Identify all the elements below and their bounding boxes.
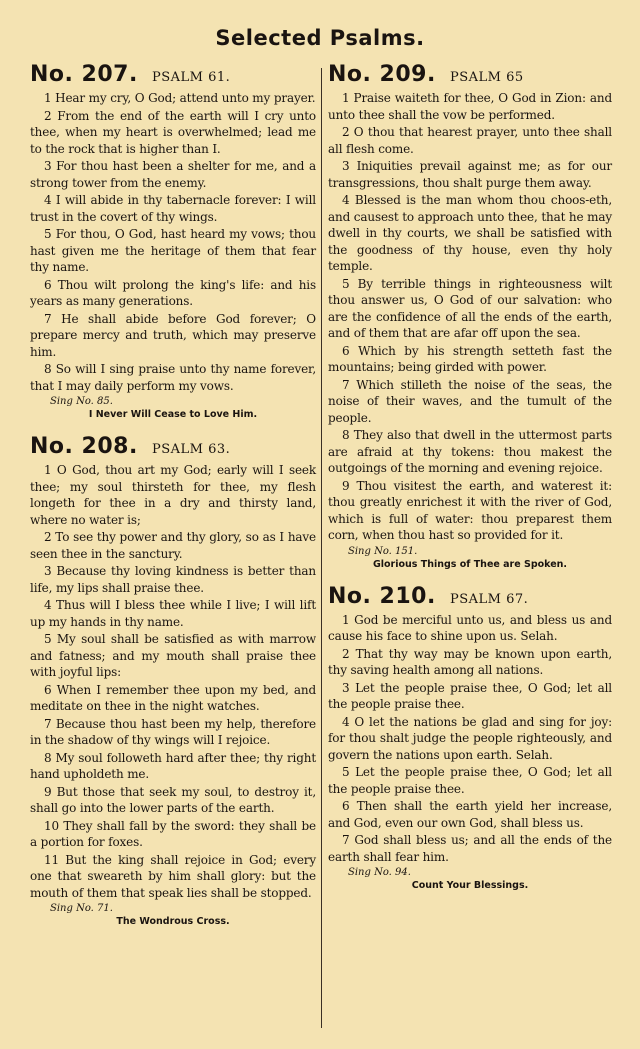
verse: 6 Then shall the earth yield her increase, and God, even our own God, shall bless us. xyxy=(328,799,612,830)
verse: 7 Which stilleth the noise of the seas, the noise of their waves, and the tumult of the people. xyxy=(328,377,612,425)
psalm-reference: PSALM 63. xyxy=(152,442,231,457)
verse: 4 Blessed is the man whom thou choos-eth, and causest to approach unto thee, that he may dwell in thy courts, we shall be satisfied with the goodness of thy house, even thy holy temple. xyxy=(328,193,612,273)
verse: 6 When I remember thee upon my bed, and meditate on thee in the night watches. xyxy=(30,682,316,713)
verse: 8 My soul followeth hard after thee; thy right hand upholdeth me. xyxy=(30,750,316,781)
psalm-heading xyxy=(328,62,612,87)
sing-reference: Sing No. 71. xyxy=(50,903,113,914)
verse: 6 Which by his strength setteth fast the mountains; being girded with power. xyxy=(328,343,612,374)
verse: 6 Thou wilt prolong the king's life: and his years as many generations. xyxy=(30,277,316,308)
left-column xyxy=(30,62,316,935)
verse: 10 They shall fall by the sword: they shall be a portion for foxes. xyxy=(30,818,316,849)
verse: 4 O let the nations be glad and sing for joy: for thou shalt judge the people righteously, and govern the nations upon earth. Selah. xyxy=(328,714,612,762)
verse: 8 They also that dwell in the uttermost parts are afraid at thy tokens: thou makest the outgoings of the morning and evening rejoice. xyxy=(328,428,612,475)
psalm-number: No. 209. xyxy=(328,62,436,87)
hymn-tune-title: Glorious Things of Thee are Spoken. xyxy=(372,558,568,570)
psalm-block-209 xyxy=(328,62,612,570)
verse: 2 That thy way may be known upon earth, thy saving health among all nations. xyxy=(328,646,612,677)
column-divider xyxy=(321,68,322,1028)
sing-reference: Sing No. 151. xyxy=(348,545,418,557)
right-column xyxy=(328,62,612,899)
verse: 4 Thus will I bless thee while I live; I will lift up my hands in thy name. xyxy=(30,598,316,629)
psalm-block-210 xyxy=(328,584,612,892)
verse: 8 So will I sing praise unto thy name forever, that I may daily perform my vows. xyxy=(30,362,316,393)
sing-reference: Sing No. 85. xyxy=(50,396,113,407)
hymn-tune-title: The Wondrous Cross. xyxy=(116,916,230,927)
psalm-heading xyxy=(328,584,612,609)
psalm-heading xyxy=(30,62,316,87)
psalm-block-207 xyxy=(30,62,316,420)
verse: 1 O God, thou art my God; early will I seek thee; my soul thirsteth for thee, my flesh longeth for thee in a dry and thirsty land, where no water is; xyxy=(30,463,316,527)
psalm-reference: PSALM 65 xyxy=(450,70,524,85)
verse: 5 Let the people praise thee, O God; let all the people praise thee. xyxy=(328,765,612,796)
psalm-number: No. 210. xyxy=(328,583,436,609)
verse: 7 God shall bless us; and all the ends of the earth shall fear him. xyxy=(328,833,612,864)
hymn-tune-title: Count Your Blessings. xyxy=(411,880,529,891)
verse: 1 Hear my cry, O God; attend unto my prayer. xyxy=(44,91,316,105)
verse: 3 For thou hast been a shelter for me, and a strong tower from the enemy. xyxy=(30,159,316,190)
verse: 4 I will abide in thy tabernacle forever: I will trust in the covert of thy wings. xyxy=(30,193,316,224)
verse: 7 Because thou hast been my help, therefore in the shadow of thy wings will I rejoice. xyxy=(30,716,316,747)
psalm-number: No. 207. xyxy=(30,62,138,87)
verse: 2 To see thy power and thy glory, so as I have seen thee in the sanctury. xyxy=(30,530,316,561)
verse: 1 Praise waiteth for thee, O God in Zion: and unto thee shall the vow be performed. xyxy=(328,91,612,122)
verse: 1 God be merciful unto us, and bless us and cause his face to shine upon us. Selah. xyxy=(328,612,612,643)
page-title: Selected Psalms. xyxy=(215,26,425,50)
verse: 5 My soul shall be satisfied as with marrow and fatness; and my mouth shall praise thee with joyful lips: xyxy=(30,632,316,679)
verse: 2 From the end of the earth will I cry unto thee, when my heart is overwhelmed; lead me to the rock that is higher than I. xyxy=(30,108,316,156)
psalm-reference: PSALM 61. xyxy=(152,70,231,85)
psalm-number: No. 208. xyxy=(30,434,138,459)
verse: 9 But those that seek my soul, to destroy it, shall go into the lower parts of the earth. xyxy=(30,784,316,815)
verse: 3 Because thy loving kindness is better than life, my lips shall praise thee. xyxy=(30,564,316,595)
verse: 3 Iniquities prevail against me; as for our transgressions, thou shalt purge them away. xyxy=(328,159,612,190)
verse: 9 Thou visitest the earth, and waterest it: thou greatly enrichest it with the river of God, which is full of water: thou preparest them corn, when thou hast so provided for it. xyxy=(328,478,612,542)
verse: 7 He shall abide before God forever; O prepare mercy and truth, which may preserve him. xyxy=(30,311,316,359)
hymn-tune-title: I Never Will Cease to Love Him. xyxy=(88,409,258,420)
psalm-block-208 xyxy=(30,434,316,927)
verse: 11 But the king shall rejoice in God; every one that sweareth by him shall glory: but the mouth of them that speak lies shall be stopped. xyxy=(30,852,316,900)
verse: 5 By terrible things in righteousness wilt thou answer us, O God of our salvation: who are the confidence of all the ends of the earth, and of them that are afar off upon the sea. xyxy=(328,276,612,340)
verse: 2 O thou that hearest prayer, unto thee shall all flesh come. xyxy=(328,125,612,156)
psalm-reference: PSALM 67. xyxy=(450,591,529,607)
sing-reference: Sing No. 94. xyxy=(348,867,411,878)
psalm-heading xyxy=(30,434,316,459)
verse: 3 Let the people praise thee, O God; let all the people praise thee. xyxy=(328,680,612,711)
verse: 5 For thou, O God, hast heard my vows; thou hast given me the heritage of them that fear thy name. xyxy=(30,227,316,274)
